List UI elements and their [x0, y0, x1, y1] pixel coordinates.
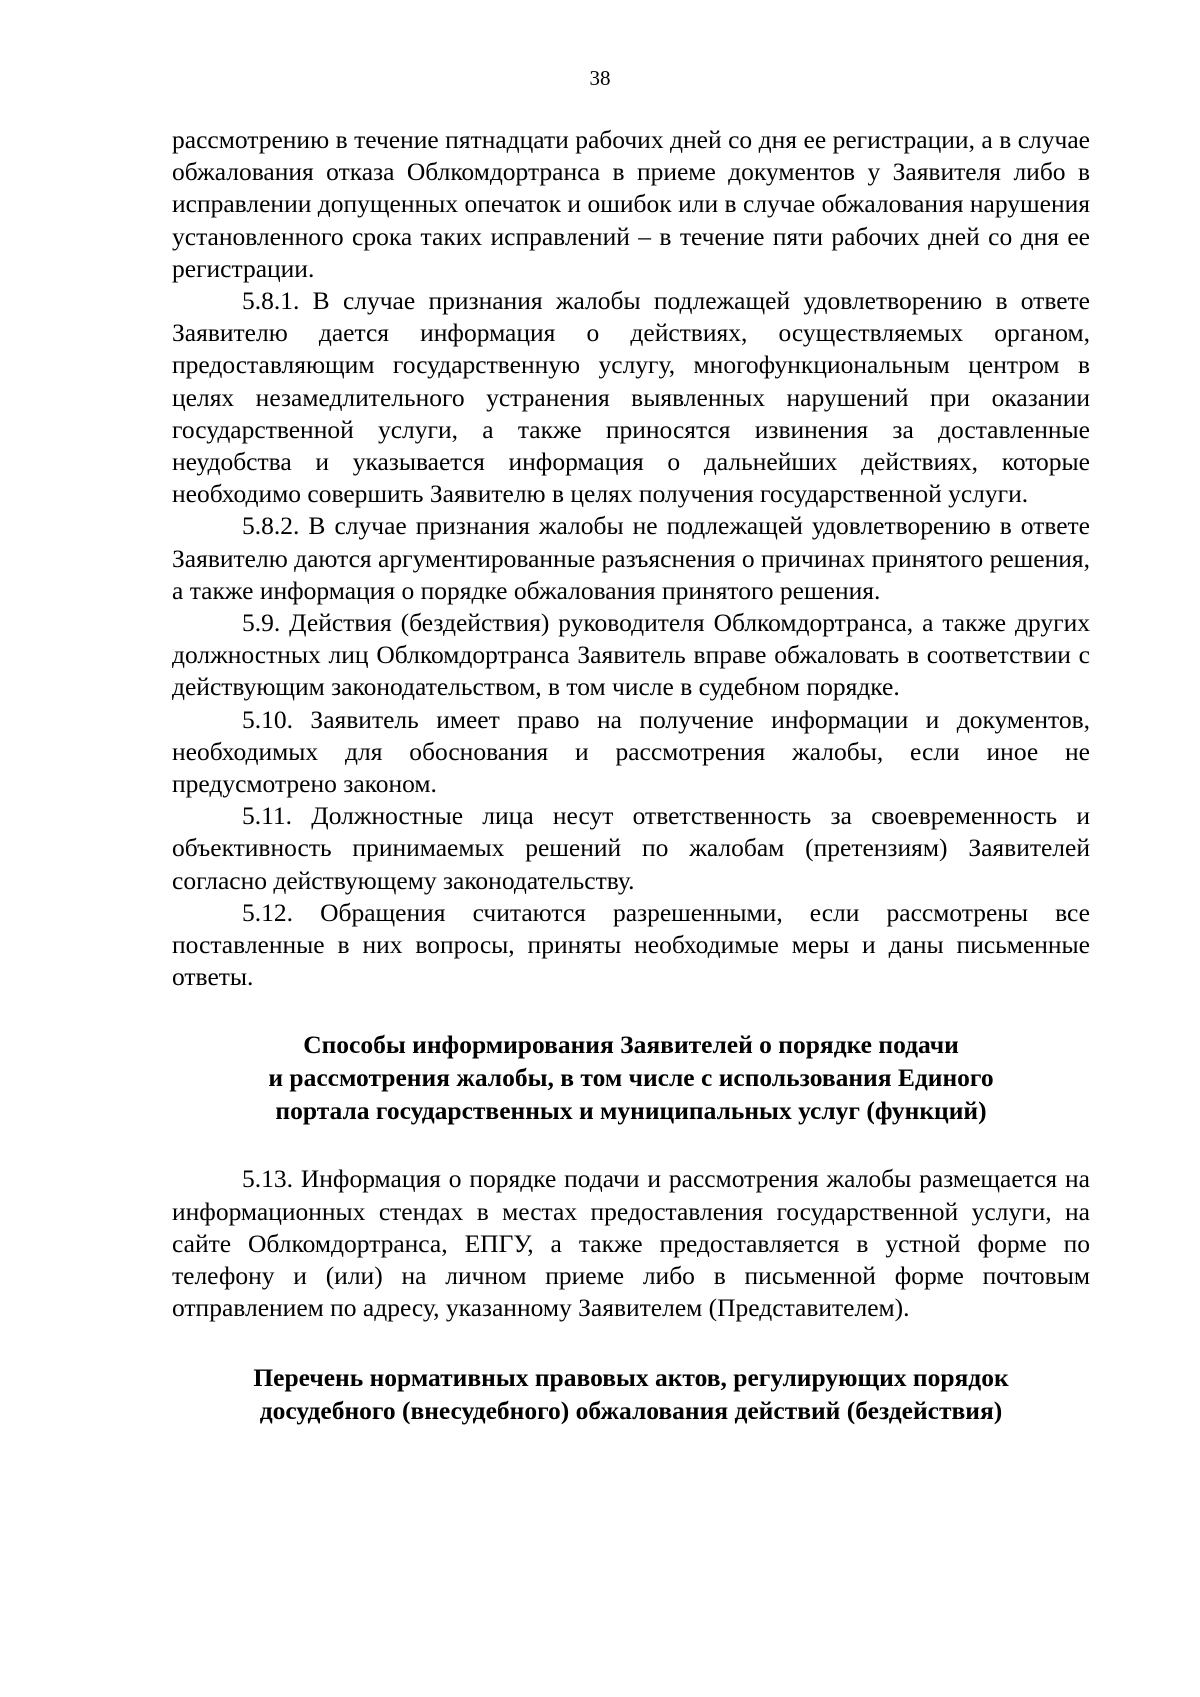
- heading-line: портала государственных и муниципальных услуг (функций): [275, 1096, 987, 1126]
- paragraph-5-12: 5.12. Обращения считаются разрешенными, если рассмотрены все поставленные в них вопросы, приняты необходимые меры и даны письменные ответы.: [172, 897, 1090, 992]
- paragraph-5-13: 5.13. Информация о порядке подачи и рассмотрения жалобы размещается на информационных стендах в местах предоставления государственной услуги, на сайте Облкомдортранса, ЕПГУ, а также предоставляется в устной форме по телефону и (или) на личном приеме либо в письменной форме почтовым отправлением по адресу, указанному Заявителем (Представителем).: [172, 1164, 1090, 1323]
- heading-line: досудебного (внесудебного) обжалования действий (бездействия): [259, 1395, 1003, 1425]
- paragraph-5-9: 5.9. Действия (бездействия) руководителя Облкомдортранса, а также других должностных лиц Облкомдортранса Заявитель вправе обжаловать в соответствии с действующим законодательством, в том числе в судебном порядке.: [172, 608, 1090, 702]
- paragraph-5-8-2: 5.8.2. В случае признания жалобы не подлежащей удовлетворению в ответе Заявителю даются аргументированные разъяснения о причинах принятого решения, а также информация о порядке обжалования принятого решения.: [172, 511, 1090, 605]
- heading-line: и рассмотрения жалобы, в том числе с использования Единого: [268, 1063, 994, 1093]
- section-heading-legal-acts: [172, 1361, 1090, 1427]
- paragraph-5-10: 5.10. Заявитель имеет право на получение информации и документов, необходимых для обоснования и рассмотрения жалобы, если иное не предусмотрено законом.: [172, 704, 1090, 799]
- heading-line: Способы информирования Заявителей о порядке подачи: [303, 1030, 959, 1060]
- paragraph-5-11: 5.11. Должностные лица несут ответственность за своевременность и объективность принимаемых решений по жалобам (претензиям) Заявителей согласно действующему законодательству.: [172, 801, 1090, 895]
- heading-line: Перечень нормативных правовых актов, регулирующих порядок: [253, 1362, 1009, 1392]
- section-heading-complaint-info: [172, 1028, 1090, 1127]
- paragraph-continuation: рассмотрению в течение пятнадцати рабочих дней со дня ее регистрации, а в случае обжалования отказа Облкомдортранса в приеме документов у Заявителя либо в исправлении допущенных опечаток и ошибок или в случае обжалования нарушения установленного срока таких исправлений – в течение пяти рабочих дней со дня ее регистрации.: [172, 125, 1090, 283]
- paragraph-5-8-1: 5.8.1. В случае признания жалобы подлежащей удовлетворению в ответе Заявителю дается информация о действиях, осуществляемых органом, предоставляющим государственную услугу, многофункциональным центром в целях незамедлительного устранения выявленных нарушений при оказании государственной услуги, а также приносятся извинения за доставленные неудобства и указывается информация о дальнейших действиях, которые необходимо совершить Заявителю в целях получения государственной услуги.: [172, 286, 1090, 509]
- page-number: 38: [589, 66, 611, 90]
- document-body: [172, 124, 1090, 1427]
